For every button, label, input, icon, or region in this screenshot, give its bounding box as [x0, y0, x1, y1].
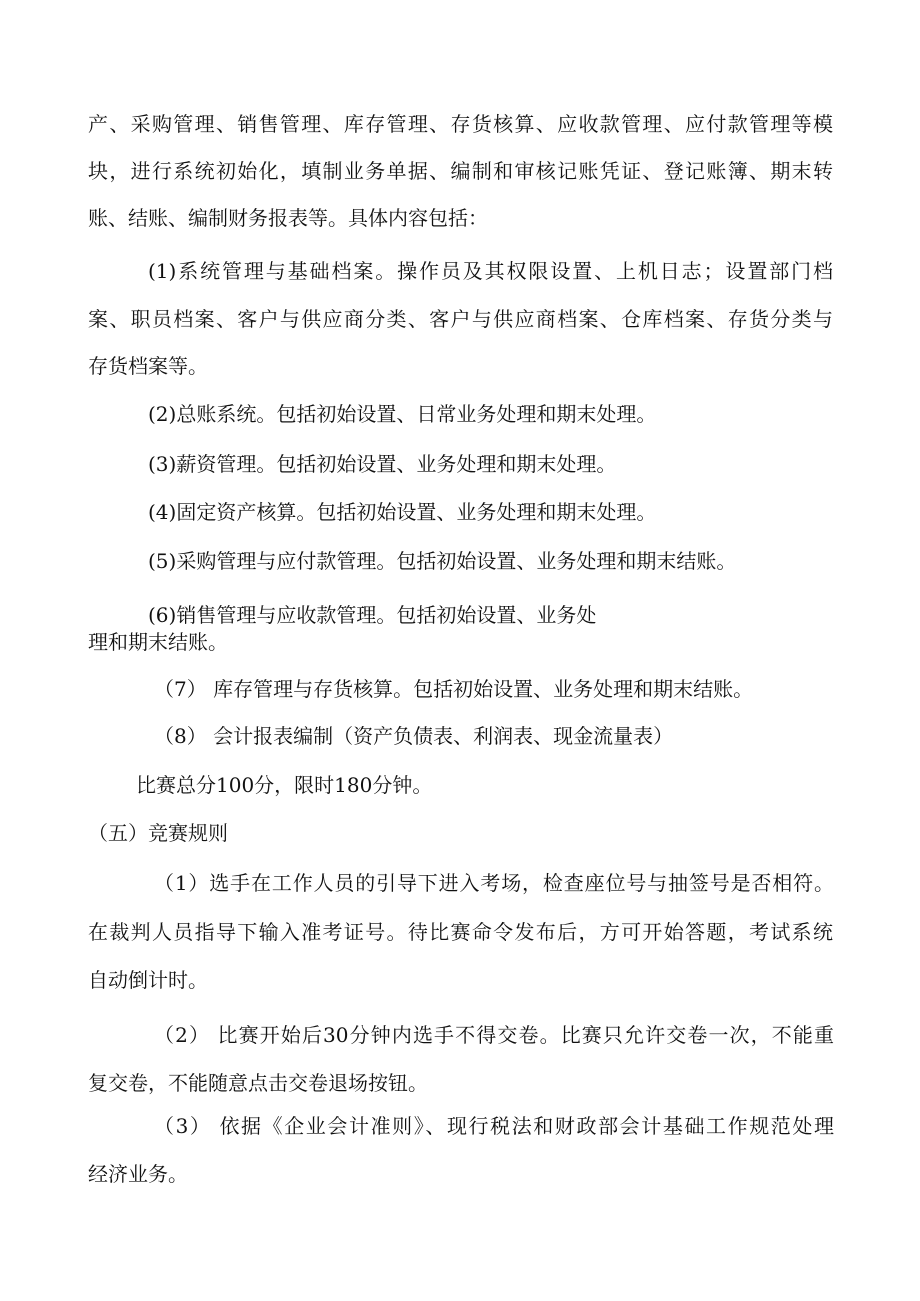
item-8: （8） 会计报表编制（资产负债表、利润表、现金流量表）	[154, 724, 674, 748]
item-1-line-3: 存货档案等。	[88, 354, 208, 378]
rule-2-line-2: 复交卷，不能随意点击交卷退场按钮。	[88, 1071, 428, 1095]
paragraph-intro-line-1: 产、采购管理、销售管理、库存管理、存货核算、应收款管理、应付款管理等模	[88, 112, 833, 136]
item-3: (3)薪资管理。包括初始设置、业务处理和期末处理。	[148, 452, 617, 476]
paragraph-intro-line-2: 块，进行系统初始化，填制业务单据、编制和审核记账凭证、登记账簿、期末转	[88, 159, 833, 183]
item-6-line-2: 理和期末结账。	[88, 630, 228, 654]
rule-1-line-3: 自动倒计时。	[88, 968, 208, 992]
rule-1-line-1: （1）选手在工作人员的引导下进入考场，检查座位号与抽签号是否相符。	[154, 871, 834, 895]
item-5: (5)采购管理与应付款管理。包括初始设置、业务处理和期末结账。	[148, 549, 737, 573]
rule-2-line-1: （2） 比赛开始后30分钟内选手不得交卷。比赛只允许交卷一次，不能重	[154, 1023, 834, 1047]
item-1-line-2: 案、职员档案、客户与供应商分类、客户与供应商档案、仓库档案、存货分类与	[88, 307, 833, 331]
paragraph-intro-line-3: 账、结账、编制财务报表等。具体内容包括：	[88, 206, 488, 230]
rule-3-line-1: （3） 依据《企业会计准则》、现行税法和财政部会计基础工作规范处理	[154, 1114, 834, 1138]
item-4: (4)固定资产核算。包括初始设置、业务处理和期末处理。	[148, 500, 657, 524]
item-1-line-1: (1)系统管理与基础档案。操作员及其权限设置、上机日志；设置部门档	[148, 259, 833, 283]
section-heading-rules: （五）竞赛规则	[88, 821, 228, 845]
score-info: 比赛总分100分，限时180分钟。	[136, 773, 433, 797]
rule-1-line-2: 在裁判人员指导下输入准考证号。待比赛命令发布后，方可开始答题，考试系统	[88, 920, 833, 944]
rule-3-line-2: 经济业务。	[88, 1162, 188, 1186]
item-6-line-1: (6)销售管理与应收款管理。包括初始设置、业务处	[148, 603, 597, 627]
item-2: (2)总账系统。包括初始设置、日常业务处理和期末处理。	[148, 402, 657, 426]
item-7: （7） 库存管理与存货核算。包括初始设置、业务处理和期末结账。	[154, 677, 754, 701]
